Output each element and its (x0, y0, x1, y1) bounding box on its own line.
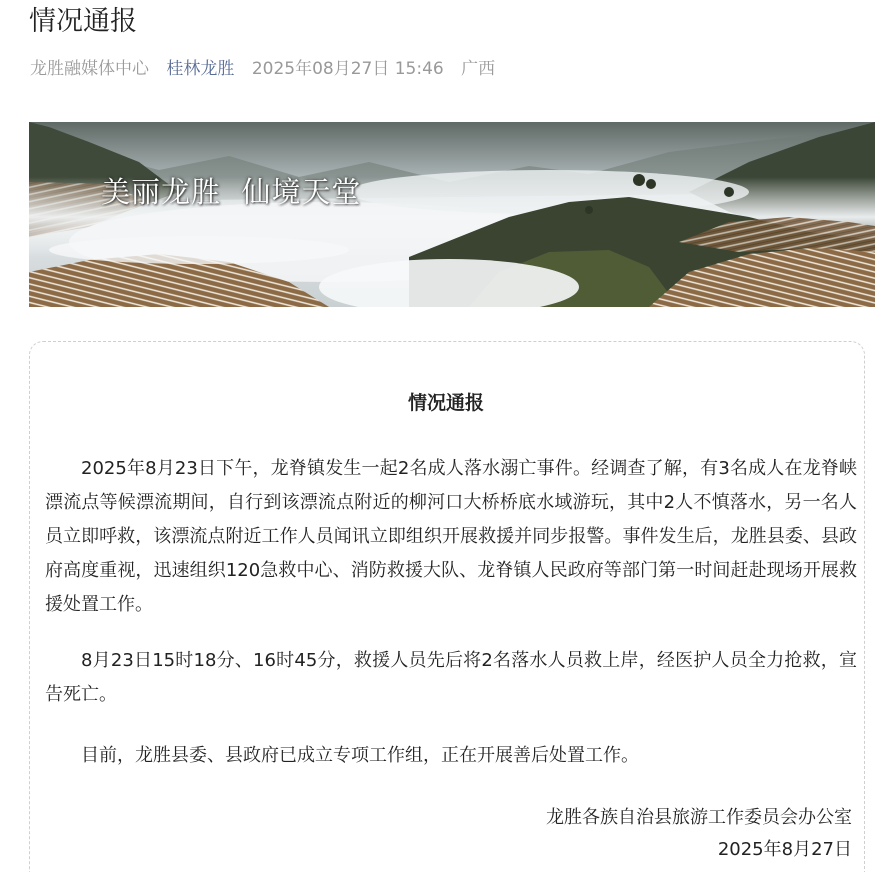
banner-slogan: 美丽龙胜 仙境天堂 (101, 175, 362, 209)
notice-paragraph-3: 目前，龙胜县委、县政府已成立专项工作组，正在开展善后处置工作。 (81, 745, 639, 766)
account-link[interactable]: 桂林龙胜 (166, 59, 235, 79)
banner-image (29, 122, 875, 307)
notice-paragraph-1: 2025年8月23日下午，龙脊镇发生一起2名成人落水溺亡事件。经调查了解，有3名成人在龙脊峡漂流点等候漂流期间，自行到该漂流点附近的柳河口大桥桥底水域游玩，其中2人不慎落水，另一名人员立即呼救，该漂流点附近工作人员闻讯立即组织开展救援并同步报警。事件发生后，龙胜县委、县政府高度重视，迅速组织120急救中心、消防救援大队、龙脊镇人民政府等部门第一时间赶赴现场开展救援处置工作。 (45, 458, 857, 615)
signature-organization: 龙胜各族自治县旅游工作委员会办公室 (546, 807, 852, 828)
signature-date: 2025年8月27日 (717, 839, 852, 860)
location: 广西 (461, 59, 496, 79)
landscape-illustration (29, 122, 875, 307)
source-name: 龙胜融媒体中心 (30, 59, 149, 79)
notice-paragraph-2: 8月23日15时18分、16时45分，救援人员先后将2名落水人员救上岸，经医护人员全力抢救，宣告死亡。 (45, 650, 857, 705)
article-meta (30, 57, 507, 81)
notice-title: 情况通报 (407, 392, 484, 414)
publish-time: 2025年08月27日 15:46 (251, 59, 444, 79)
article-title: 情况通报 (29, 6, 137, 37)
